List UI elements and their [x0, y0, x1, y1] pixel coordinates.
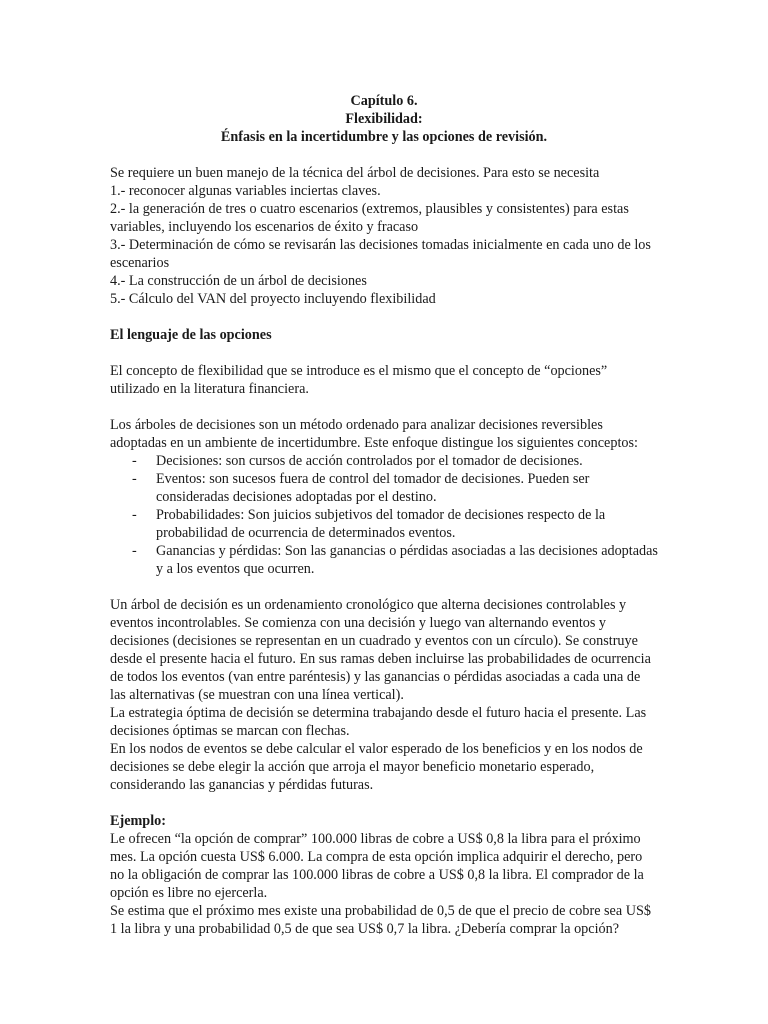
intro-lead: Se requiere un buen manejo de la técnica del árbol de decisiones. Para esto se necesita	[110, 165, 600, 181]
document-body	[110, 92, 658, 938]
dash-bullet: -	[132, 507, 137, 523]
concept-decisiones: Decisiones: son cursos de acción controlados por el tomador de decisiones.	[156, 453, 583, 469]
dash-bullet: -	[132, 471, 137, 487]
intro-step-1: 1.- reconocer algunas variables inciertas claves.	[110, 183, 381, 199]
example-paragraph-1: Le ofrecen “la opción de comprar” 100.000 libras de cobre a US$ 0,8 la libra para el próximo mes. La opción cuesta US$ 6.000. La compra de esta opción implica adquirir el derecho, pero no la obligación de comprar las 100.000 libras de cobre a US$ 0,8 la libra. El comprador de la opción es libre no ejercerla.	[110, 831, 644, 901]
spacer	[110, 308, 658, 326]
concept-probabilidades: Probabilidades: Son juicios subjetivos del tomador de decisiones respecto de la probabilidad de ocurrencia de determinados eventos.	[156, 507, 606, 541]
intro-step-3: 3.- Determinación de cómo se revisarán las decisiones tomadas inicialmente en cada uno de los escenarios	[110, 237, 651, 271]
example-heading: Ejemplo:	[110, 813, 166, 829]
list-item	[110, 542, 658, 578]
chapter-title: Flexibilidad:	[345, 111, 423, 127]
dash-bullet: -	[132, 543, 137, 559]
list-item	[110, 506, 658, 542]
concept-ganancias: Ganancias y pérdidas: Son las ganancias o pérdidas asociadas a las decisiones adoptadas y a los eventos que ocurren.	[156, 543, 658, 577]
options-paragraph-2: Los árboles de decisiones son un método ordenado para analizar decisiones reversibles adoptadas en un ambiente de incertidumbre. Este enfoque distingue los siguientes conceptos:	[110, 417, 638, 451]
spacer	[110, 344, 658, 362]
chapter-number: Capítulo 6.	[350, 93, 418, 109]
list-item	[110, 470, 658, 506]
intro-step-2: 2.- la generación de tres o cuatro escenarios (extremos, plausibles y consistentes) para estas variables, incluyendo los escenarios de éxito y fracaso	[110, 201, 629, 235]
intro-step-4: 4.- La construcción de un árbol de decisiones	[110, 273, 367, 289]
dash-bullet: -	[132, 453, 137, 469]
options-paragraph-3: Un árbol de decisión es un ordenamiento cronológico que alterna decisiones controlables y eventos incontrolables. Se comienza con una decisión y luego van alternando eventos y decisiones (decisiones se representan en un cuadrado y eventos con un círculo). Se construye desde el presente hacia el futuro. En sus ramas deben incluirse las probabilidades de ocurrencia de todos los eventos (van entre paréntesis) y las ganancias o pérdidas asociadas a cada una de las alternativas (se muestran con una línea vertical).	[110, 597, 651, 703]
spacer	[110, 146, 658, 164]
options-paragraph-5: En los nodos de eventos se debe calcular el valor esperado de los beneficios y en los nodos de decisiones se debe elegir la acción que arroja el mayor beneficio monetario esperado, considerando las ganancias y pérdidas futuras.	[110, 741, 643, 793]
list-item	[110, 452, 658, 470]
concept-eventos: Eventos: son sucesos fuera de control del tomador de decisiones. Pueden ser consideradas decisiones adoptadas por el destino.	[156, 471, 590, 505]
section-heading-options: El lenguaje de las opciones	[110, 327, 272, 343]
options-paragraph-4: La estrategia óptima de decisión se determina trabajando desde el futuro hacia el presente. Las decisiones óptimas se marcan con flechas.	[110, 705, 647, 739]
example-paragraph-2: Se estima que el próximo mes existe una probabilidad de 0,5 de que el precio de cobre sea US$ 1 la libra y una probabilidad 0,5 de que sea US$ 0,7 la libra. ¿Debería comprar la opción?	[110, 903, 651, 937]
chapter-subtitle: Énfasis en la incertidumbre y las opciones de revisión.	[220, 129, 548, 145]
concepts-list	[110, 452, 658, 578]
options-paragraph-1: El concepto de flexibilidad que se introduce es el mismo que el concepto de “opciones” utilizado en la literatura financiera.	[110, 363, 608, 397]
spacer	[110, 398, 658, 416]
spacer	[110, 578, 658, 596]
intro-step-5: 5.- Cálculo del VAN del proyecto incluyendo flexibilidad	[110, 291, 436, 307]
spacer	[110, 794, 658, 812]
